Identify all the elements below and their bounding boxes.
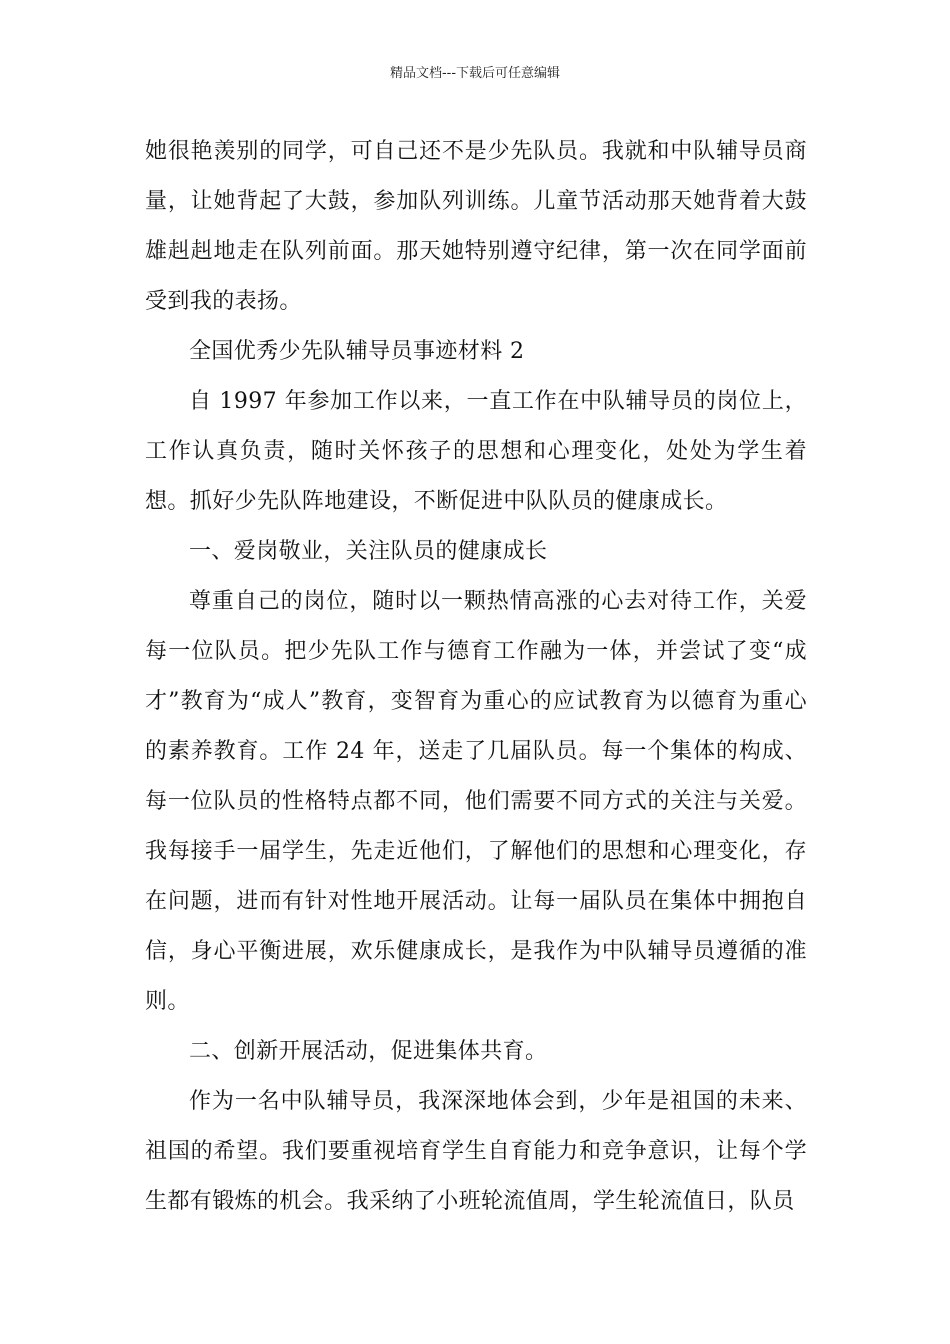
paragraph-2: 自 1997 年参加工作以来，一直工作在中队辅导员的岗位上，工作认真负责，随时关怀孩子的思想和心理变化，处处为学生着想。抓好少先队阵地建设，不断促进中队队员的健康成长。 — [145, 389, 807, 514]
page-header: 精品文档---下载后可任意编辑 — [389, 66, 561, 81]
heading-1: 一、爱岗敬业，关注队员的健康成长 — [189, 539, 548, 564]
heading-2: 二、创新开展活动，促进集体共育。 — [189, 1039, 548, 1064]
paragraph-1: 她很艳羡别的同学，可自己还不是少先队员。我就和中队辅导员商量，让她背起了大鼓，参加队列训练。儿童节活动那天她背着大鼓雄赳赳地走在队列前面。那天她特别遵守纪律，第一次在同学面前受到我的表扬。 — [145, 139, 807, 314]
section-title: 全国优秀少先队辅导员事迹材料 2 — [189, 339, 525, 364]
document-body — [145, 127, 807, 1227]
paragraph-4: 作为一名中队辅导员，我深深地体会到，少年是祖国的未来、祖国的希望。我们要重视培育学生自育能力和竞争意识，让每个学生都有锻炼的机会。我采纳了小班轮流值周，学生轮流值日，队员 — [145, 1089, 807, 1214]
paragraph-3: 尊重自己的岗位，随时以一颗热情高涨的心去对待工作，关爱每一位队员。把少先队工作与德育工作融为一体，并尝试了变“成才”教育为“成人”教育，变智育为重心的应试教育为以德育为重心的素养教育。工作 24 年，送走了几届队员。每一个集体的构成、每一位队员的性格特点都不同，他们需要不同方式的关注与关爱。我每接手一届学生，先走近他们，了解他们的思想和心理变化，存在问题，进而有针对性地开展活动。让每一届队员在集体中拥抱自信，身心平衡进展，欢乐健康成长，是我作为中队辅导员遵循的准则。 — [145, 589, 807, 1014]
